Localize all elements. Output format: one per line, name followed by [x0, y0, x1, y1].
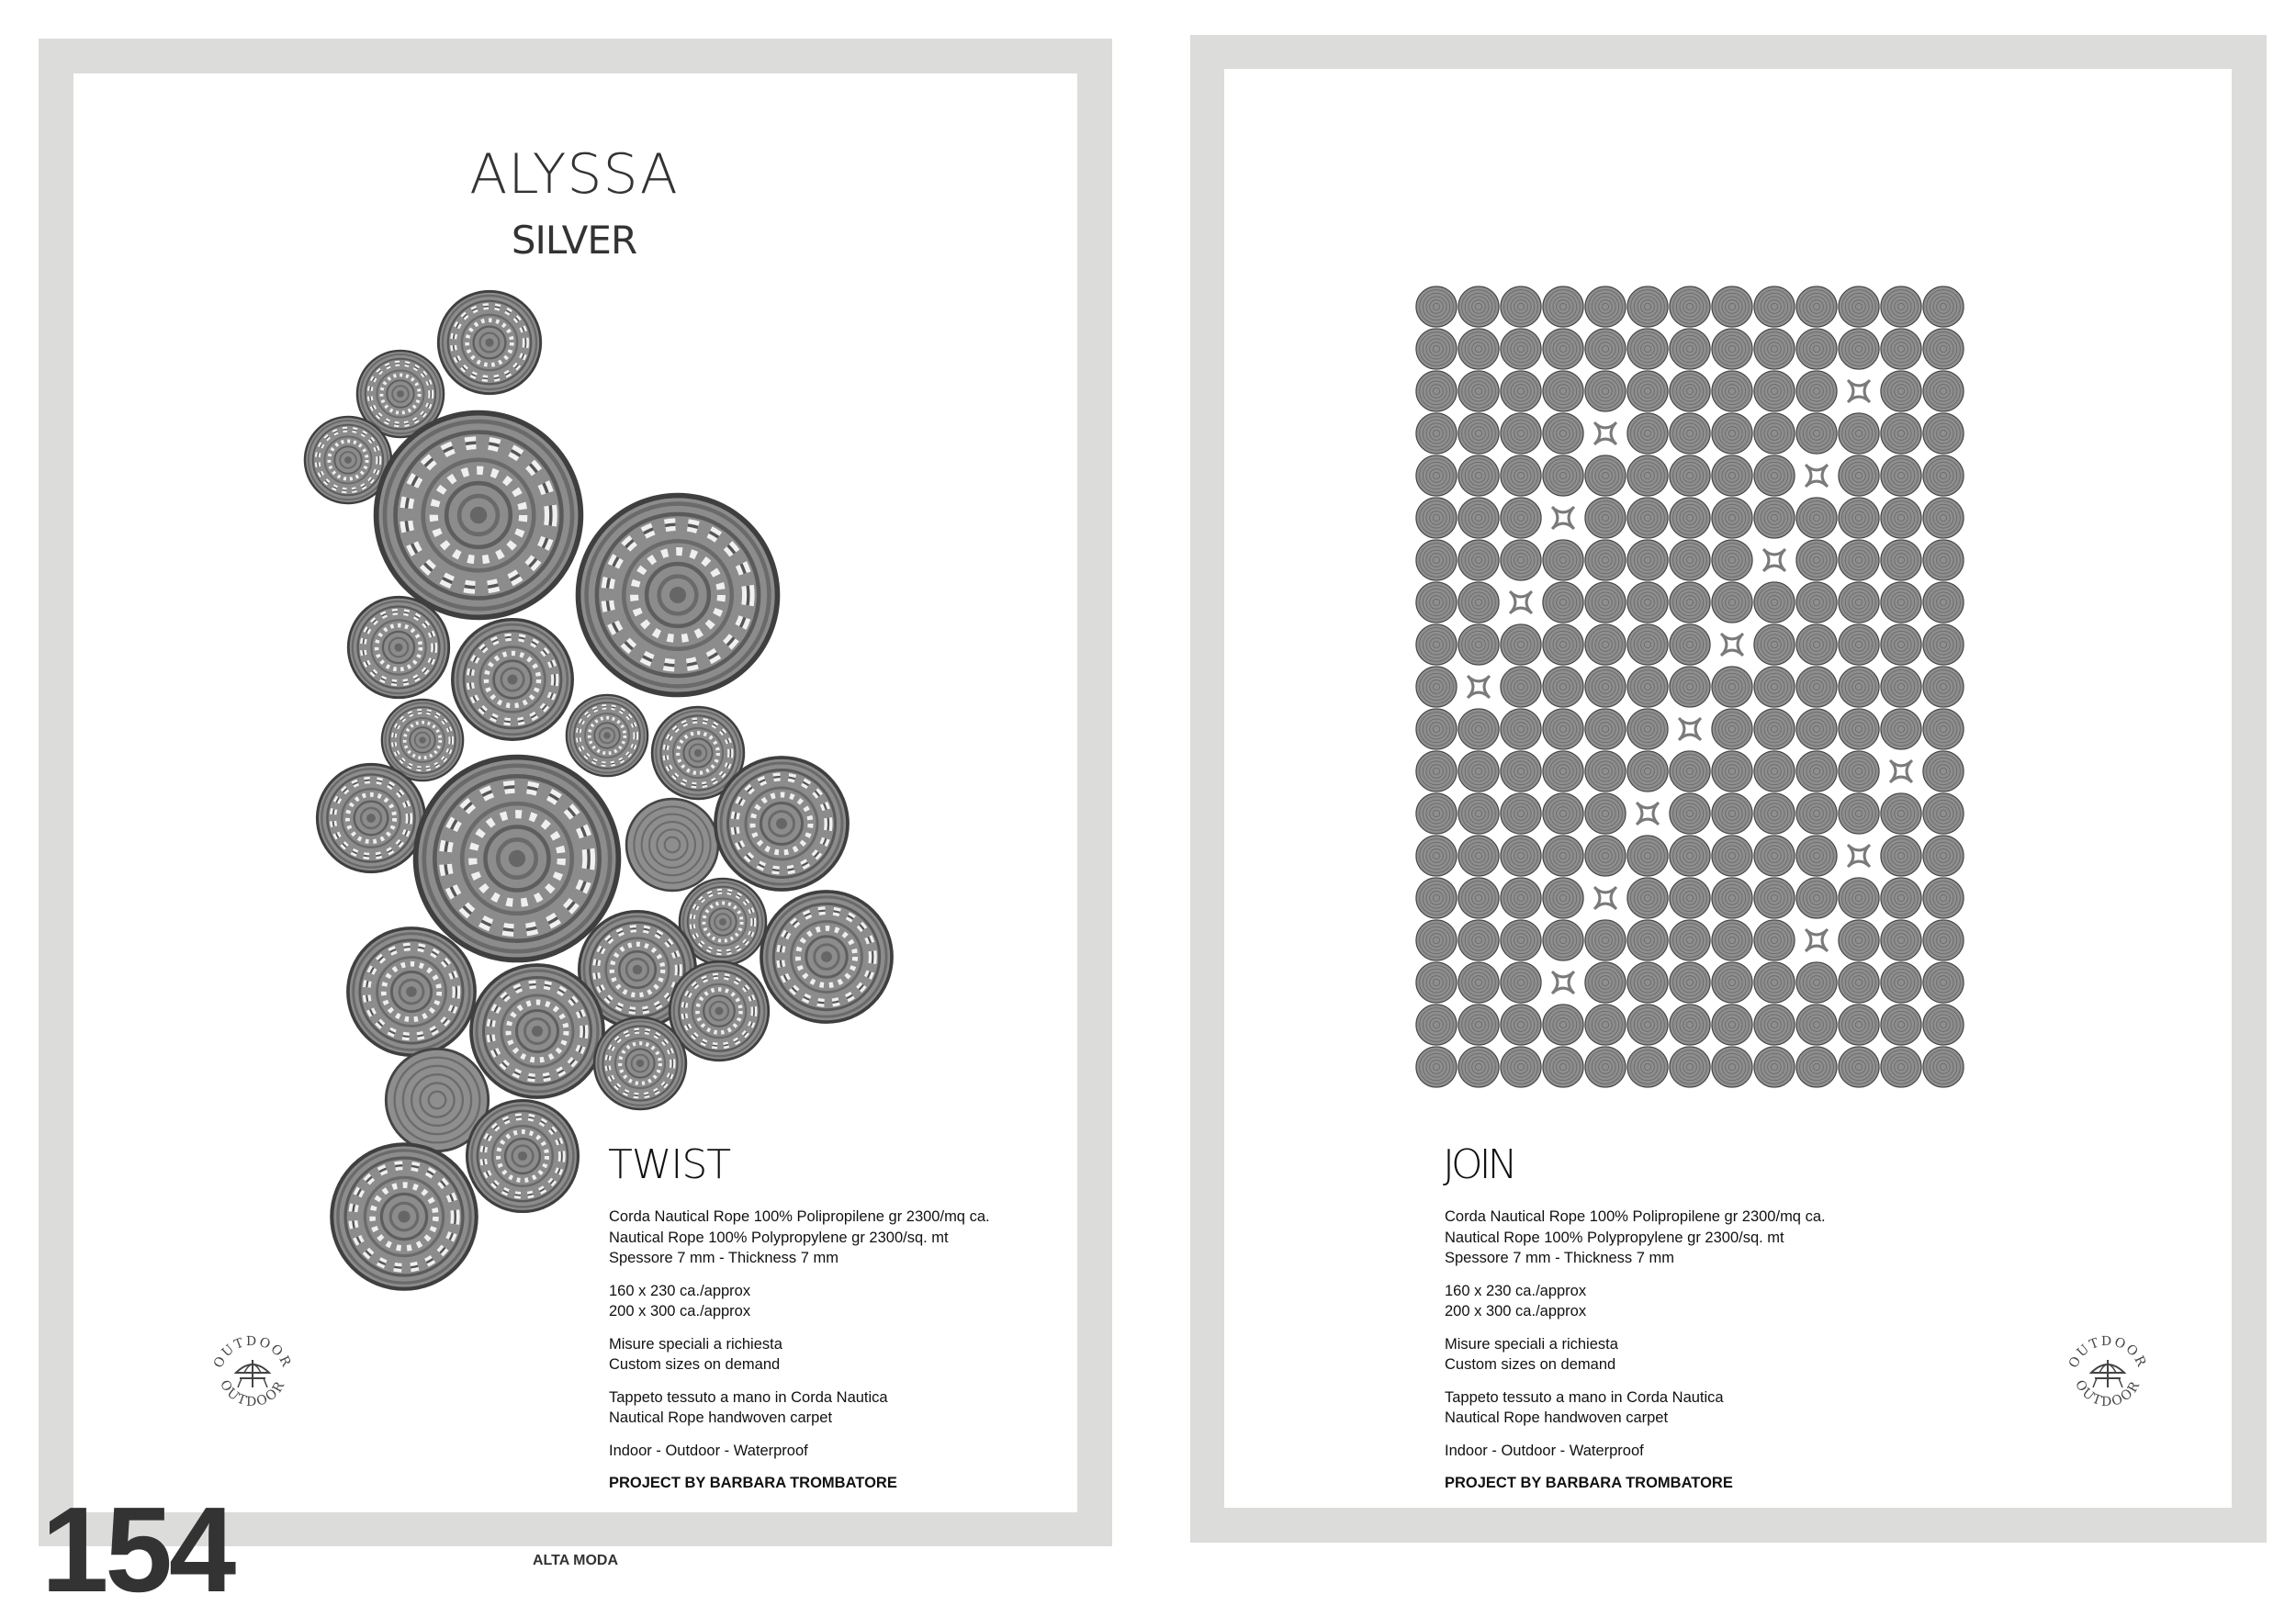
rope-coil	[1416, 455, 1457, 496]
rope-coil	[1543, 709, 1583, 749]
rope-coil	[1670, 878, 1710, 918]
spec-line: Corda Nautical Rope 100% Polipropilene gr 2300/mq ca.	[609, 1208, 990, 1225]
rope-coil	[1585, 329, 1626, 369]
rope-coil	[1923, 582, 1964, 623]
rope-coil	[1458, 878, 1499, 918]
spec-line: 160 x 230 ca./approx	[609, 1282, 751, 1299]
rope-coil	[1501, 962, 1541, 1003]
rope-coil	[1881, 371, 1921, 411]
rope-coil	[1839, 329, 1879, 369]
rope-coil	[1416, 793, 1457, 834]
rope-coil	[1416, 920, 1457, 960]
rope-coil	[1416, 624, 1457, 665]
rope-coil	[1458, 962, 1499, 1003]
rope-coil	[1501, 624, 1541, 665]
spec-line: Indoor - Outdoor - Waterproof	[609, 1442, 808, 1459]
outdoor-logo	[202, 1324, 303, 1425]
rope-coil	[1796, 751, 1837, 792]
rope-coil	[1543, 667, 1583, 707]
rope-coil	[1416, 498, 1457, 538]
rope-coil	[1416, 540, 1457, 580]
rope-coil	[1627, 540, 1668, 580]
custom-sizes-group	[609, 1334, 1123, 1376]
rope-coil	[1839, 1047, 1879, 1087]
rope-coil	[1754, 413, 1795, 454]
rope-coil	[1881, 793, 1921, 834]
custom-sizes-group	[1445, 1334, 1959, 1376]
rope-coil	[1670, 1047, 1710, 1087]
rope-coil	[1627, 1005, 1668, 1045]
rope-coil	[1712, 836, 1752, 876]
rope-coil	[1585, 667, 1626, 707]
rope-coil	[1670, 920, 1710, 960]
spec-line: Misure speciali a richiesta	[1445, 1335, 1618, 1353]
rope-coil	[1627, 920, 1668, 960]
rope-coil	[1670, 667, 1710, 707]
rope-coil	[1796, 329, 1837, 369]
spec-line: Nautical Rope handwoven carpet	[609, 1409, 833, 1426]
rope-coil	[1670, 751, 1710, 792]
rope-coil	[1796, 793, 1837, 834]
rope-coil	[1754, 1047, 1795, 1087]
rope-coil	[1627, 329, 1668, 369]
rope-coil	[1923, 1005, 1964, 1045]
rope-coil	[1501, 1005, 1541, 1045]
rope-coil	[1416, 286, 1457, 327]
spec-line: Nautical Rope 100% Polypropylene gr 2300/sq. mt	[1445, 1229, 1784, 1246]
rope-coil	[1754, 920, 1795, 960]
rope-coil	[1585, 371, 1626, 411]
rope-coil	[1754, 329, 1795, 369]
rope-coil	[1796, 962, 1837, 1003]
product-specs	[609, 1207, 1123, 1494]
spec-line: Custom sizes on demand	[609, 1356, 781, 1373]
rope-coil	[1839, 751, 1879, 792]
rope-coil	[1923, 667, 1964, 707]
rope-coil	[1712, 962, 1752, 1003]
rope-coil	[1881, 582, 1921, 623]
spec-line: Indoor - Outdoor - Waterproof	[1445, 1442, 1644, 1459]
rope-coil	[1923, 836, 1964, 876]
rope-coil	[1501, 329, 1541, 369]
spec-line: 200 x 300 ca./approx	[609, 1303, 751, 1319]
rope-coil	[1712, 793, 1752, 834]
rope-coil	[1501, 751, 1541, 792]
rope-coil	[1754, 624, 1795, 665]
svg-text:OUTDOOR: OUTDOOR	[217, 1377, 288, 1410]
rope-coil	[1501, 793, 1541, 834]
rope-coil	[1670, 413, 1710, 454]
page-number: 154	[41, 1482, 233, 1617]
rope-coil	[1501, 1047, 1541, 1087]
rope-coil	[1585, 709, 1626, 749]
rope-coil	[1881, 624, 1921, 665]
rope-coil	[1416, 962, 1457, 1003]
rope-coil	[1543, 582, 1583, 623]
rope-coil	[1585, 540, 1626, 580]
rope-coil	[1712, 582, 1752, 623]
rope-coil	[1416, 878, 1457, 918]
rope-coil	[1670, 582, 1710, 623]
rope-coil	[1839, 793, 1879, 834]
rope-coil	[1670, 540, 1710, 580]
rope-coil	[1585, 751, 1626, 792]
rope-coil	[1458, 836, 1499, 876]
rope-coil	[1881, 329, 1921, 369]
designer-credit: PROJECT BY BARBARA TROMBATORE	[609, 1475, 897, 1491]
rope-coil	[1712, 878, 1752, 918]
rope-coil	[1501, 286, 1541, 327]
rope-coil	[1670, 962, 1710, 1003]
rope-coil	[1881, 413, 1921, 454]
rope-coil	[1923, 540, 1964, 580]
rope-coil	[1670, 329, 1710, 369]
material-group	[609, 1207, 1123, 1269]
rope-coil	[1627, 751, 1668, 792]
rope-coil	[1458, 1005, 1499, 1045]
rope-coil	[1501, 371, 1541, 411]
rope-coil	[1585, 920, 1626, 960]
rope-coil	[1585, 793, 1626, 834]
rope-coil	[1458, 455, 1499, 496]
rope-coil	[1754, 455, 1795, 496]
umbrella-table-icon	[2091, 1360, 2124, 1387]
rope-coil	[1712, 667, 1752, 707]
rope-coil	[1627, 624, 1668, 665]
rope-coil	[1754, 667, 1795, 707]
rope-coil	[1543, 371, 1583, 411]
rope-coil	[1416, 371, 1457, 411]
rope-coil	[1839, 962, 1879, 1003]
rope-coil	[1881, 540, 1921, 580]
rope-coil	[1458, 709, 1499, 749]
designer-credit: PROJECT BY BARBARA TROMBATORE	[1445, 1475, 1733, 1491]
handwoven-group	[609, 1387, 1123, 1429]
rope-coil	[1754, 836, 1795, 876]
rectangular-rope-rug-image	[1414, 285, 1984, 1111]
rope-coil	[1585, 624, 1626, 665]
rope-coil	[1670, 836, 1710, 876]
rope-coil	[1923, 498, 1964, 538]
rope-coil	[1839, 540, 1879, 580]
rope-coil	[1543, 329, 1583, 369]
rope-coil	[1416, 413, 1457, 454]
rope-coil	[1543, 455, 1583, 496]
rope-coil	[1670, 498, 1710, 538]
rope-coil	[1796, 498, 1837, 538]
rope-coil	[1458, 624, 1499, 665]
rope-coil	[1712, 498, 1752, 538]
rope-coil	[1754, 286, 1795, 327]
rope-coil	[1923, 329, 1964, 369]
rope-coil	[1501, 540, 1541, 580]
collection-subtitle: SILVER	[511, 218, 637, 263]
rope-coil	[1712, 1005, 1752, 1045]
spec-line: Spessore 7 mm - Thickness 7 mm	[1445, 1250, 1675, 1266]
rope-coil	[1712, 286, 1752, 327]
rope-coil	[1712, 1047, 1752, 1087]
rope-coil	[1923, 455, 1964, 496]
rope-coil	[1796, 371, 1837, 411]
rope-coil	[1881, 962, 1921, 1003]
rope-coil	[1754, 751, 1795, 792]
rope-coil	[1839, 498, 1879, 538]
rope-coil	[1712, 540, 1752, 580]
rope-coil	[1839, 920, 1879, 960]
spec-line: Custom sizes on demand	[1445, 1356, 1616, 1373]
rope-coil	[1754, 878, 1795, 918]
product-name: TWIST	[608, 1141, 731, 1188]
svg-text:OUTDOOR: OUTDOOR	[2072, 1377, 2144, 1410]
rope-coil	[1501, 878, 1541, 918]
rope-coil	[1754, 793, 1795, 834]
rope-coil	[1416, 751, 1457, 792]
rope-coil	[1670, 371, 1710, 411]
rope-coil	[1458, 286, 1499, 327]
rope-coil	[1543, 624, 1583, 665]
rope-coil	[1754, 371, 1795, 411]
rope-coil	[1543, 836, 1583, 876]
rope-coil	[1839, 878, 1879, 918]
spec-line: Tappeto tessuto a mano in Corda Nautica	[1445, 1388, 1724, 1406]
rope-coil	[1754, 962, 1795, 1003]
rope-coil	[1501, 836, 1541, 876]
rope-coil	[1796, 1005, 1837, 1045]
rope-coil	[1796, 667, 1837, 707]
rope-coil	[1543, 413, 1583, 454]
rope-coil	[1543, 920, 1583, 960]
rope-coil	[1670, 1005, 1710, 1045]
rope-coil	[1923, 793, 1964, 834]
rope-coil	[1585, 498, 1626, 538]
rope-coil	[1585, 286, 1626, 327]
rope-coil	[1627, 582, 1668, 623]
rope-coil	[1458, 920, 1499, 960]
spec-line: Spessore 7 mm - Thickness 7 mm	[609, 1250, 839, 1266]
rope-coil	[1881, 709, 1921, 749]
rope-coil	[1627, 413, 1668, 454]
rope-coil	[1585, 1005, 1626, 1045]
rope-coil	[1754, 582, 1795, 623]
rope-coil	[1627, 1047, 1668, 1087]
rope-coil	[1458, 540, 1499, 580]
rope-coil	[1923, 878, 1964, 918]
rope-coil	[1881, 1005, 1921, 1045]
rope-coil	[1416, 836, 1457, 876]
rope-coil	[1501, 498, 1541, 538]
rope-coil	[1416, 667, 1457, 707]
spec-line: 200 x 300 ca./approx	[1445, 1303, 1587, 1319]
rope-coil	[1796, 286, 1837, 327]
rope-coil	[1416, 582, 1457, 623]
rope-coil	[1881, 455, 1921, 496]
rope-coil	[1627, 962, 1668, 1003]
rope-coil	[1923, 751, 1964, 792]
rope-coil	[1501, 667, 1541, 707]
rope-coil	[1627, 455, 1668, 496]
rope-coil	[1796, 1047, 1837, 1087]
rope-coil	[1458, 582, 1499, 623]
rope-coil	[1416, 1005, 1457, 1045]
rope-coil	[1881, 878, 1921, 918]
rope-coil	[1712, 455, 1752, 496]
rope-coil	[1796, 624, 1837, 665]
rope-coil	[1458, 793, 1499, 834]
rope-coil	[1712, 413, 1752, 454]
rope-coil	[1923, 286, 1964, 327]
rope-coil	[1627, 709, 1668, 749]
rope-coil	[1923, 962, 1964, 1003]
rope-coil	[1501, 413, 1541, 454]
material-group	[1445, 1207, 1959, 1269]
rope-coil	[1796, 540, 1837, 580]
rope-coil	[1839, 624, 1879, 665]
rope-coil	[1543, 1005, 1583, 1045]
rope-coil	[1627, 667, 1668, 707]
spec-line: Nautical Rope 100% Polypropylene gr 2300/sq. mt	[609, 1229, 949, 1246]
product-name: JOIN	[1443, 1141, 1514, 1188]
rope-coil	[1712, 371, 1752, 411]
rope-coil	[1839, 413, 1879, 454]
rope-coil	[1416, 329, 1457, 369]
rope-coil	[1881, 667, 1921, 707]
rope-coil	[1585, 836, 1626, 876]
product-specs	[1445, 1207, 1959, 1494]
usage-group	[609, 1441, 1123, 1462]
rope-coil	[1543, 793, 1583, 834]
rope-coil	[1543, 1047, 1583, 1087]
rope-coil	[1923, 709, 1964, 749]
rope-coil	[1670, 286, 1710, 327]
rope-coil	[1839, 286, 1879, 327]
rope-coil	[1670, 793, 1710, 834]
rope-coil	[1627, 878, 1668, 918]
rope-coil	[1416, 709, 1457, 749]
rope-coil	[1881, 836, 1921, 876]
collection-title: ALYSSA	[469, 142, 679, 207]
rope-coil	[1712, 751, 1752, 792]
rope-coil	[1543, 878, 1583, 918]
rope-coil	[1839, 582, 1879, 623]
rope-coil	[1501, 709, 1541, 749]
rope-coil	[1627, 836, 1668, 876]
rope-coil	[1839, 667, 1879, 707]
rope-coil	[1416, 1047, 1457, 1087]
rope-coil	[1881, 1047, 1921, 1087]
rope-coil	[1796, 836, 1837, 876]
spec-line: Misure speciali a richiesta	[609, 1335, 782, 1353]
rope-coil	[1923, 371, 1964, 411]
rope-coil	[1543, 540, 1583, 580]
rope-coil	[1881, 498, 1921, 538]
rope-coil	[1754, 1005, 1795, 1045]
rope-coil	[1923, 624, 1964, 665]
rope-coil	[1670, 455, 1710, 496]
rope-coil	[1458, 498, 1499, 538]
rope-coil	[1754, 498, 1795, 538]
rope-coil	[1712, 920, 1752, 960]
rope-coil	[1501, 455, 1541, 496]
rope-coil	[1712, 709, 1752, 749]
rope-coil	[1458, 1047, 1499, 1087]
rope-coil	[1923, 920, 1964, 960]
circular-rope-rug-image	[294, 285, 900, 1295]
rope-coil	[1458, 413, 1499, 454]
rope-coil	[1923, 1047, 1964, 1087]
rope-coil	[1796, 878, 1837, 918]
umbrella-table-icon	[236, 1360, 269, 1387]
rope-coil	[1627, 286, 1668, 327]
rope-coil	[1881, 920, 1921, 960]
rope-coil	[1923, 413, 1964, 454]
rope-coil	[1543, 751, 1583, 792]
rope-coil	[1839, 455, 1879, 496]
rope-coil	[1881, 286, 1921, 327]
rope-coil	[1627, 371, 1668, 411]
spec-line: Nautical Rope handwoven carpet	[1445, 1409, 1669, 1426]
rope-coil	[1712, 329, 1752, 369]
rope-coil	[1501, 920, 1541, 960]
rope-coil	[1458, 329, 1499, 369]
svg-text:OUTDOOR: OUTDOOR	[210, 1333, 295, 1371]
rope-coil	[1796, 709, 1837, 749]
rope-coil	[1839, 1005, 1879, 1045]
rope-coil	[1543, 286, 1583, 327]
spec-line: Corda Nautical Rope 100% Polipropilene gr 2300/mq ca.	[1445, 1208, 1826, 1225]
rope-coil	[1796, 582, 1837, 623]
rope-coil	[1458, 371, 1499, 411]
rope-coil	[1585, 455, 1626, 496]
svg-text:OUTDOOR: OUTDOOR	[2065, 1333, 2150, 1371]
sizes-group	[609, 1281, 1123, 1322]
rope-coil	[1458, 751, 1499, 792]
rope-coil	[1796, 413, 1837, 454]
handwoven-group	[1445, 1387, 1959, 1429]
outdoor-logo	[2057, 1324, 2158, 1425]
rope-coil	[1670, 624, 1710, 665]
rope-coil	[1627, 498, 1668, 538]
rope-coil	[1839, 709, 1879, 749]
rope-coil	[1585, 582, 1626, 623]
rope-coil	[1585, 962, 1626, 1003]
spec-line: Tappeto tessuto a mano in Corda Nautica	[609, 1388, 888, 1406]
sizes-group	[1445, 1281, 1959, 1322]
rope-coil	[1585, 1047, 1626, 1087]
usage-group	[1445, 1441, 1959, 1462]
brand-name: ALTA MODA	[533, 1553, 619, 1568]
rope-coil	[1754, 709, 1795, 749]
spec-line: 160 x 230 ca./approx	[1445, 1282, 1587, 1299]
